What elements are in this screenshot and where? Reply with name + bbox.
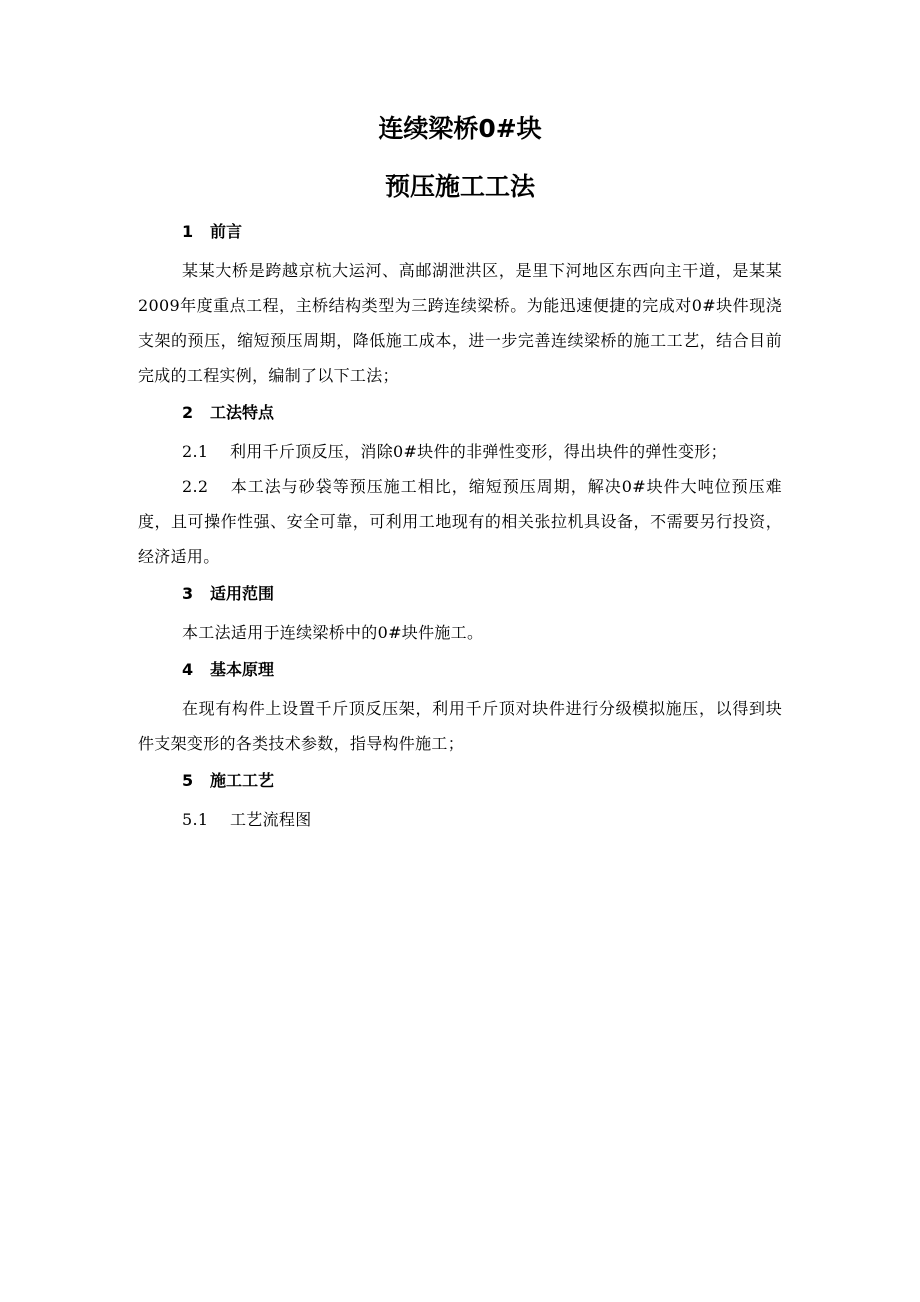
section-number: 4 <box>182 660 194 679</box>
list-item <box>138 802 782 837</box>
section-heading <box>138 399 782 427</box>
body-paragraph: 某某大桥是跨越京杭大运河、高邮湖泄洪区，是里下河地区东西向主干道，是某某2009年度重点工程，主桥结构类型为三跨连续梁桥。为能迅速便捷的完成对0#块件现浇支架的预压，缩短预压周期，降低施工成本，进一步完善连续梁桥的施工工艺，结合目前完成的工程实例，编制了以下工法； <box>138 261 782 385</box>
section-number: 1 <box>182 222 194 241</box>
body-paragraph: 在现有构件上设置千斤顶反压架，利用千斤顶对块件进行分级模拟施压，以得到块件支架变形的各类技术参数，指导构件施工； <box>138 699 782 753</box>
item-number: 2.2 <box>182 477 209 496</box>
section-number: 3 <box>182 584 194 603</box>
section-scope <box>138 580 782 650</box>
section-heading <box>138 767 782 795</box>
item-text: 本工法与砂袋等预压施工相比，缩短预压周期，解决0#块件大吨位预压难度，且可操作性强、安全可靠，可利用工地现有的相关张拉机具设备，不需要另行投资，经济适用。 <box>138 477 782 566</box>
section-title: 工法特点 <box>210 403 275 422</box>
item-text: 利用千斤顶反压，消除0#块件的非弹性变形，得出块件的弹性变形； <box>230 442 727 461</box>
section-title: 适用范围 <box>210 584 275 603</box>
item-number: 2.1 <box>182 442 209 461</box>
section-preface <box>138 218 782 393</box>
item-number: 5.1 <box>182 810 209 829</box>
document-body <box>138 218 782 837</box>
section-features <box>138 399 782 574</box>
section-heading <box>138 218 782 246</box>
item-text: 工艺流程图 <box>230 810 312 829</box>
section-heading <box>138 580 782 608</box>
body-paragraph: 本工法适用于连续梁桥中的0#块件施工。 <box>182 623 484 642</box>
section-title: 前言 <box>210 222 243 241</box>
section-process <box>138 767 782 837</box>
document-title-line-2: 预压施工工法 <box>384 172 535 201</box>
section-principle <box>138 656 782 761</box>
section-title: 施工工艺 <box>210 771 275 790</box>
document-title-line-1: 连续梁桥0#块 <box>378 114 542 143</box>
section-number: 5 <box>182 771 194 790</box>
section-heading <box>138 656 782 684</box>
section-title: 基本原理 <box>210 660 275 679</box>
section-number: 2 <box>182 403 194 422</box>
list-item <box>138 434 782 469</box>
list-item <box>138 469 782 574</box>
